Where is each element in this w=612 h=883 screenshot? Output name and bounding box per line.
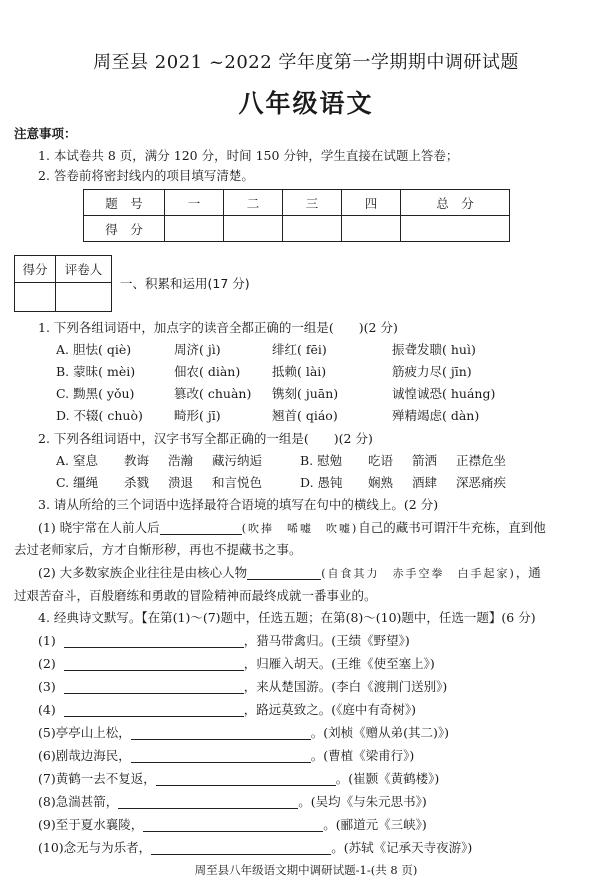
option-word: 浩瀚: [168, 453, 194, 468]
sentence-text: 过艰苦奋斗，百般磨练和勇敢的冒险精神而最终成就一番事业的。: [14, 588, 377, 603]
grader-box: [14, 255, 112, 312]
score-cell[interactable]: [165, 216, 224, 242]
option-word: B. 慰勉: [300, 453, 343, 468]
score-table-col: 总 分: [401, 190, 510, 216]
option-word: 翘首( qiáo): [272, 408, 338, 423]
answer-blank[interactable]: [131, 725, 311, 740]
item-number: (9): [38, 817, 56, 832]
answer-blank[interactable]: [131, 748, 311, 763]
option-word: D. 不辍( chuò): [56, 408, 143, 423]
option-word: 篡改( chuàn): [174, 386, 252, 401]
option-word: 酒肆: [412, 475, 438, 490]
question-2-options: [56, 451, 506, 469]
answer-blank[interactable]: [64, 633, 244, 648]
poem-item: [38, 631, 410, 649]
item-number: (8): [38, 794, 56, 809]
answer-blank[interactable]: [151, 840, 331, 855]
item-source: ，归雁入胡天。(王维《使至塞上》): [243, 656, 435, 671]
note-item: 2. 答卷前将密封线内的项目填写清楚。: [38, 168, 254, 183]
note-item: 1. 本试卷共 8 页，满分 120 分，时间 150 分钟，学生直接在试题上答卷；: [38, 148, 459, 163]
option-word: A. 胆怯( qiè): [56, 342, 132, 357]
poem-item: [38, 792, 427, 810]
score-cell[interactable]: [401, 216, 510, 242]
question-3-sentence-2: [38, 563, 541, 581]
poem-item: [38, 700, 416, 718]
item-prefix: 黄鹤一去不复返，: [55, 771, 156, 786]
option-word: 筋疲力尽( jīn): [392, 364, 472, 379]
question-3-stem: 3. 请从所给的三个词语中选择最符合语境的填写在句中的横线上。(2 分): [38, 497, 439, 512]
answer-blank[interactable]: [247, 565, 321, 580]
item-prefix: 至于夏水襄陵，: [55, 817, 144, 832]
option-word: 溃退: [168, 475, 194, 490]
answer-blank[interactable]: [64, 679, 244, 694]
score-cell[interactable]: [283, 216, 342, 242]
score-table-col: 一: [165, 190, 224, 216]
sentence-text: 自己的藏书可谓汗牛充栋，直到他: [358, 520, 546, 535]
question-4-stem: 4. 经典诗文默写。【在第(1)～(7)题中，任选五题；在第(8)～(10)题中，任选一题】(6 分): [38, 610, 536, 625]
option-word: B. 蒙昧( mèi): [56, 364, 136, 379]
section-heading: 一、积累和运用(17 分): [120, 276, 250, 291]
question-1-option: [56, 340, 476, 358]
score-table-col: 四: [342, 190, 401, 216]
option-word: 畸形( jī): [174, 408, 221, 423]
option-word: A. 窒息: [56, 453, 98, 468]
exam-title: 周至县 2021 ~2022 学年度第一学期期中调研试题: [93, 52, 519, 73]
question-2-stem: 2. 下列各组词语中，汉字书写全都正确的一组是( )(2 分): [38, 431, 373, 446]
option-word: 振聋发聩( huì): [392, 342, 476, 357]
item-number: (1): [38, 633, 56, 648]
answer-blank[interactable]: [64, 702, 244, 717]
question-2-options: [56, 473, 506, 491]
item-prefix: 剧哉边海民，: [55, 748, 131, 763]
score-table-col: 二: [224, 190, 283, 216]
answer-blank[interactable]: [160, 520, 242, 535]
sentence-text: (2) 大多数家族企业往往是由核心人物: [38, 565, 248, 580]
item-source: ，猎马带禽归。(王绩《野望》): [243, 633, 410, 648]
item-prefix: 急湍甚箭，: [55, 794, 119, 809]
option-word: 和言悦色: [212, 475, 263, 490]
option-word: 深恶痛疾: [456, 475, 507, 490]
item-source: 。(刘桢《赠从弟(其二)》): [310, 725, 449, 740]
answer-blank[interactable]: [143, 817, 323, 832]
item-source: 。(吴均《与朱元思书》): [298, 794, 427, 809]
question-1-option: [56, 384, 495, 402]
option-word: 抵赖( lài): [272, 364, 327, 379]
option-word: 镌刻( juān): [272, 386, 339, 401]
option-word: C. 缰绳: [56, 475, 99, 490]
option-word: D. 愚钝: [300, 475, 343, 490]
score-table-row-label: 得 分: [84, 216, 165, 242]
option-word: 周济( jì): [174, 342, 221, 357]
item-number: (7): [38, 771, 56, 786]
notes-heading: 注意事项：: [14, 126, 77, 141]
score-cell[interactable]: [342, 216, 401, 242]
option-word: 绯红( fēi): [272, 342, 327, 357]
question-1-option: [56, 406, 479, 424]
score-table-col: 三: [283, 190, 342, 216]
poem-item: [38, 769, 439, 787]
item-source: 。(苏轼《记承天寺夜游》): [331, 840, 473, 855]
item-source: 。(崔颢《黄鹤楼》): [335, 771, 440, 786]
option-word: 教诲: [124, 453, 150, 468]
answer-blank[interactable]: [64, 656, 244, 671]
grader-score-cell[interactable]: [15, 283, 56, 312]
poem-item: [38, 815, 427, 833]
option-word: 佃农( diàn): [174, 364, 241, 379]
item-prefix: 亭亭山上松，: [55, 725, 131, 740]
item-source: 。(郦道元《三峡》): [323, 817, 427, 832]
grade-title: 八年级语文: [238, 89, 374, 118]
sentence-text: (1) 晓宇常在人前人后: [38, 520, 160, 535]
item-number: (10): [38, 840, 64, 855]
option-word: 杀戮: [124, 475, 150, 490]
poem-item: [38, 654, 435, 672]
question-1-option: [56, 362, 472, 380]
word-choices: (吹捧 唏嘘 吹嘘): [241, 522, 359, 535]
option-word: 诚惶诚恐( huáng): [392, 386, 496, 401]
word-choices: (自食其力 赤手空拳 白手起家): [321, 567, 516, 580]
option-word: 藏污纳逅: [212, 453, 263, 468]
item-prefix: 念无与为乐者，: [63, 840, 152, 855]
option-word: 箭洒: [412, 453, 438, 468]
page-footer: 周至县八年级语文期中调研试题-1-(共 8 页): [194, 863, 418, 877]
poem-item: [38, 723, 449, 741]
item-number: (4): [38, 702, 56, 717]
answer-blank[interactable]: [156, 771, 336, 786]
item-source: 。(曹植《梁甫行》): [310, 748, 415, 763]
item-number: (3): [38, 679, 56, 694]
grader-name-cell[interactable]: [56, 283, 112, 312]
item-number: (6): [38, 748, 56, 763]
item-source: ，来从楚国游。(李白《渡荆门送别》): [243, 679, 448, 694]
grader-score-label: 得分: [15, 256, 56, 283]
question-3-sentence-1: [38, 518, 546, 536]
sentence-text: 去过老师家后，方才自惭形秽，再也不提藏书之事。: [14, 542, 302, 557]
option-word: 正襟危坐: [456, 453, 507, 468]
poem-item: [38, 838, 472, 856]
sentence-text: ，通: [515, 565, 541, 580]
item-number: (5): [38, 725, 56, 740]
score-table: [83, 189, 510, 242]
poem-item: [38, 746, 414, 764]
poem-item: [38, 677, 447, 695]
score-cell[interactable]: [224, 216, 283, 242]
answer-blank[interactable]: [118, 794, 298, 809]
option-word: 殚精竭虑( dàn): [392, 408, 480, 423]
grader-name-label: 评卷人: [56, 256, 112, 283]
option-word: C. 黝黑( yǒu): [56, 386, 135, 401]
option-word: 娴熟: [368, 475, 394, 490]
item-number: (2): [38, 656, 56, 671]
option-word: 吃语: [368, 453, 394, 468]
question-1-stem: 1. 下列各组词语中，加点字的读音全都正确的一组是( )(2 分): [38, 320, 398, 335]
score-table-header: 题 号: [84, 190, 165, 216]
item-source: ，路远莫致之。(《庭中有奇树》): [243, 702, 416, 717]
